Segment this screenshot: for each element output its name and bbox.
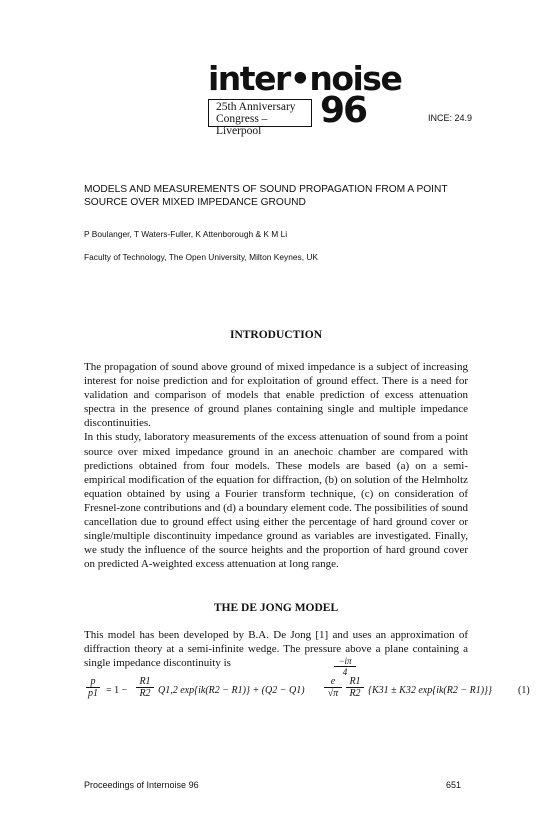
- intro-heading: INTRODUCTION: [229, 329, 322, 341]
- eq-number: (1): [518, 685, 530, 696]
- intro-paragraph-1: The propagation of sound above ground of mixed impedance is a subject of increasing interest for noise prediction and for exploitation of ground effect. There is a need for validation and comparison of models that enable prediction of excess attenuation spectra in the presence of ground planes containing single and multiple impedance discontinuities.: [84, 361, 468, 430]
- dejong-heading: THE DE JONG MODEL: [213, 602, 339, 614]
- eq-term2: {K31 ± K32 exp{ik(R2 − R1)}}: [368, 685, 493, 696]
- eq-one-minus: = 1 −: [106, 685, 128, 696]
- eq-r2: R2: [136, 687, 154, 699]
- paper-title: MODELS AND MEASUREMENTS OF SOUND PROPAGATION FROM A POINT SOURCE OVER MIXED IMPEDANCE GROUND: [84, 184, 448, 208]
- eq-lhs-den: p1: [88, 688, 98, 699]
- eq-e-fraction: [324, 676, 342, 699]
- eq-r-fraction-2: [346, 676, 364, 699]
- eq-r2-b: R2: [346, 687, 364, 699]
- eq-r1-b: R1: [349, 676, 361, 687]
- internoise-logo: inter•noise: [208, 59, 402, 98]
- paper-authors: P Boulanger, T Waters-Fuller, K Attenborough & K M Li: [84, 229, 288, 239]
- dejong-paragraph-1: This model has been developed by B.A. De Jong [1] and uses an approximation of diffraction theory at a semi-infinite wedge. The pressure above a plane containing a single impedance discontinuity is: [84, 629, 468, 670]
- logo-year: 96: [320, 90, 367, 131]
- eq-e: e: [330, 676, 336, 687]
- eq-lhs-fraction: [86, 676, 100, 699]
- eq-r1: R1: [139, 676, 151, 687]
- eq-lhs-num: p: [90, 676, 96, 687]
- eq-sqrt-pi: √π: [324, 687, 342, 699]
- logo-box-line2: Congress – Liverpool: [216, 113, 268, 137]
- logo-box-line1: 25th Anniversary: [216, 101, 296, 113]
- intro-paragraph-2: In this study, laboratory measurements of the excess attenuation of sound from a point source over mixed impedance ground in an anechoic chamber are compared with predictions obtained from four models. These models are based (a) on a semi-empirical modification of the equation for diffraction, (b) on solution of the Helmholtz equation obtained by using a Fourier transform technique, (c) on consideration of Fresnel-zone contributions and (d) a boundary element code. The possibilities of sound cancellation due to ground effect using either the percentage of hard ground cover or single/multiple discontinuity impedance ground as variables are investigated. Finally, we study the influence of the source heights and the proportion of hard ground cover on predicted A-weighted excess attenuation at long range.: [84, 431, 468, 571]
- eq-r-fraction: [136, 676, 154, 699]
- page-number: 651: [446, 780, 462, 790]
- eq-exp-num: −iπ: [338, 656, 352, 666]
- eq-exp-den: 4: [334, 666, 356, 677]
- footer-proceedings: Proceedings of Internoise 96: [84, 780, 199, 790]
- eq-exponent: [334, 656, 356, 677]
- logo-anniversary-box: [208, 99, 312, 137]
- ince-code: INCE: 24.9: [428, 113, 473, 123]
- eq-term1: Q1,2 exp{ik(R2 − R1)} + (Q2 − Q1): [158, 685, 305, 696]
- paper-affiliation: Faculty of Technology, The Open University, Milton Keynes, UK: [84, 252, 318, 262]
- intro-body: [84, 360, 468, 571]
